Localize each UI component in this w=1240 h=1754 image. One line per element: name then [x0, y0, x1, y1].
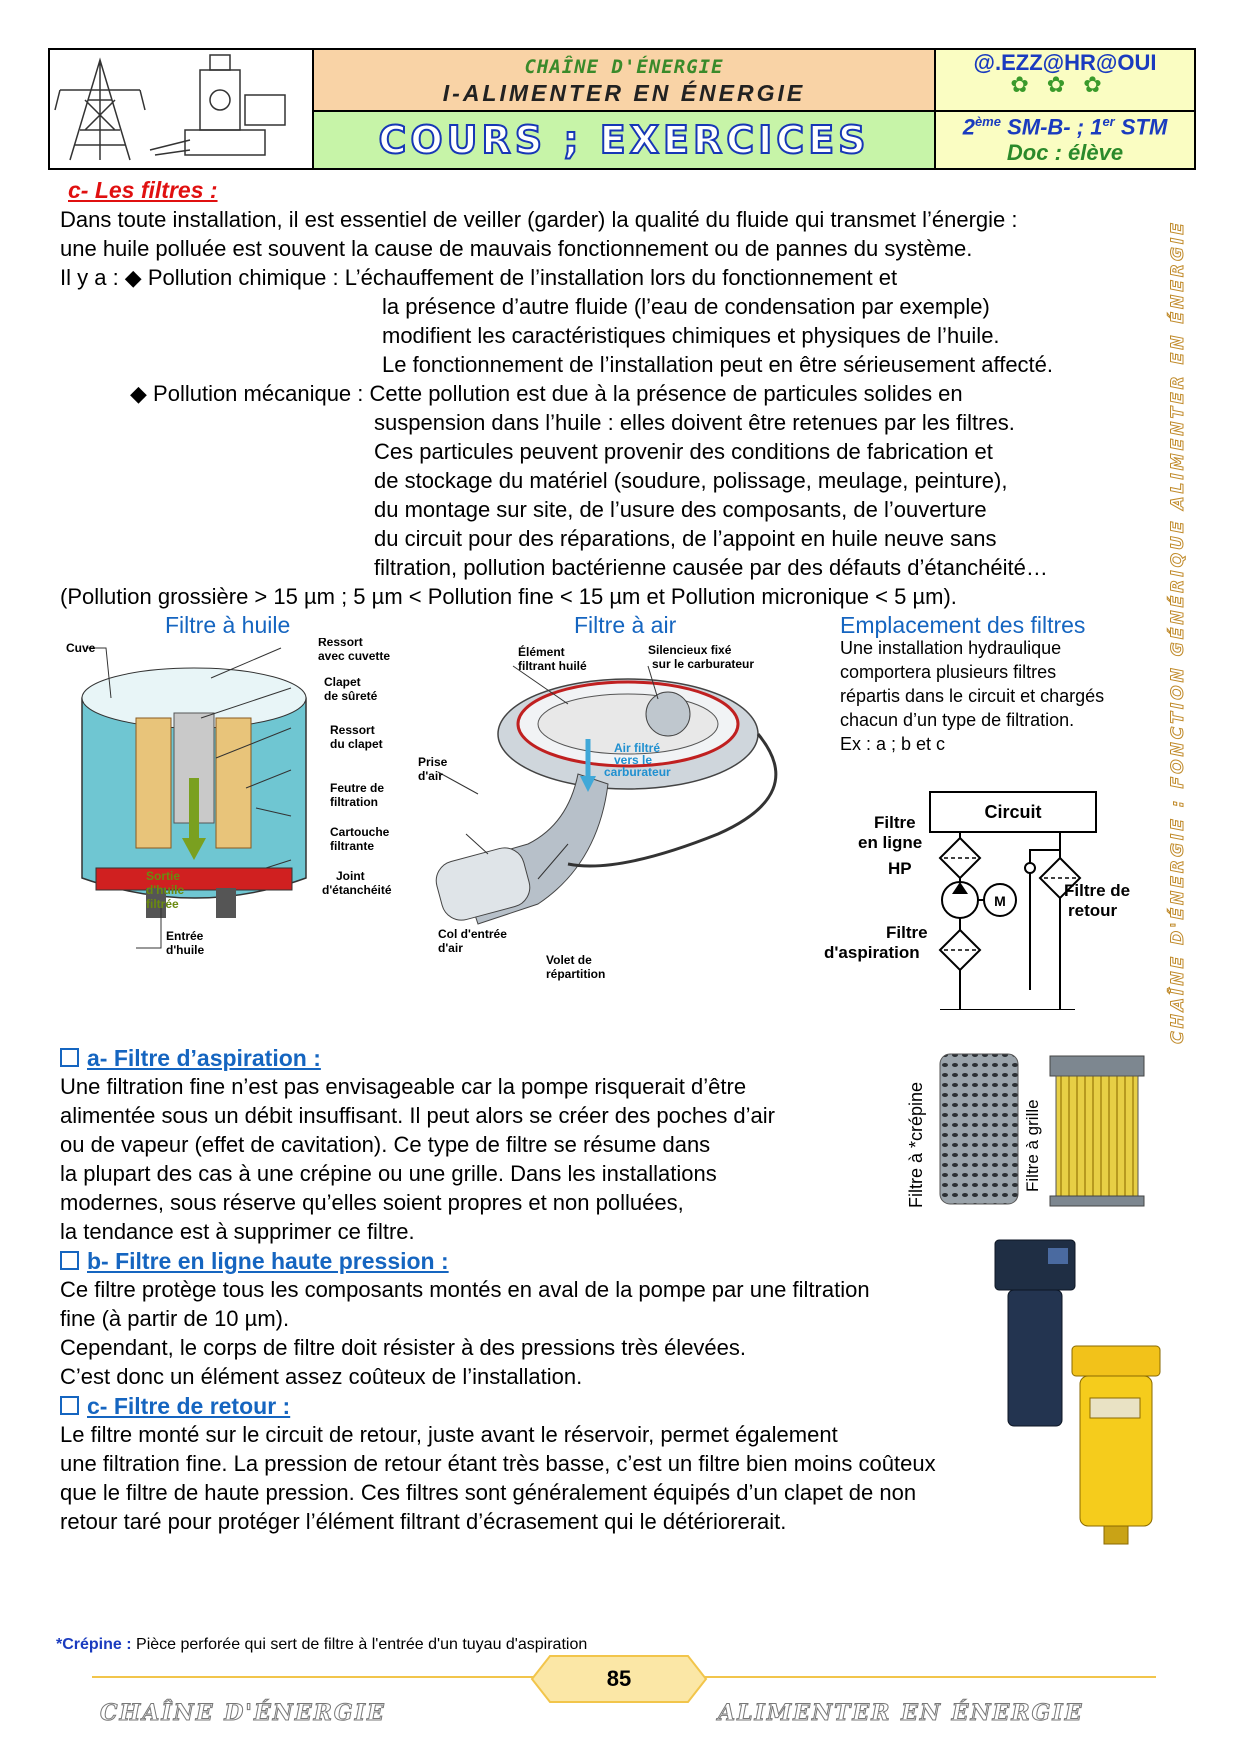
circuit-label-retour: Filtre de	[1064, 881, 1131, 900]
motor-symbol-label: M	[994, 893, 1006, 909]
air-label-air-filtre-2: vers le	[614, 753, 653, 767]
air-label-prise-2: d'air	[418, 769, 443, 783]
sub-a-line-3: ou de vapeur (effet de cavitation). Ce type de filtre se résume dans	[60, 1132, 711, 1157]
return-filter-photo	[1066, 1338, 1166, 1548]
air-label-silencieux: Silencieux fixé	[648, 644, 732, 657]
circuit-label-ligne-3: HP	[888, 859, 912, 878]
section-line-10: de stockage du matériel (soudure, polissage, meulage, peinture),	[374, 468, 1008, 493]
sub-a-line-4: la plupart des cas à une crépine ou une grille. Dans les installations	[60, 1161, 717, 1186]
circuit-label-ligne: Filtre	[874, 813, 916, 832]
footnote: *Crépine : Pièce perforée qui sert de filtre à l'entrée d'un tuyau d'aspiration	[56, 1636, 588, 1653]
air-label-volet: Volet de	[546, 953, 592, 967]
header-cours-title: COURS ; EXERCICES	[378, 118, 870, 162]
section-line-7: ◆ Pollution mécanique : Cette pollution est due à la présence de particules solides en	[130, 381, 963, 406]
crepine-label: Filtre à *crépine	[906, 1081, 926, 1208]
section-title: c- Les filtres :	[68, 177, 218, 203]
oil-label-sortie-2: d'huile	[146, 883, 185, 897]
header-cours-box	[314, 112, 936, 168]
oil-label-feutre: Feutre de	[330, 781, 385, 795]
header-level: 2ème SM-B- ; 1er STM	[962, 114, 1168, 140]
placement-line-4: chacun d’un type de filtration.	[840, 710, 1075, 730]
oil-label-joint-2: d'étanchéité	[322, 883, 392, 897]
oil-label-joint: Joint	[336, 869, 365, 883]
circuit-title: Circuit	[984, 802, 1042, 822]
circuit-label-ligne-2: en ligne	[858, 833, 923, 852]
oil-label-feutre-2: filtration	[330, 795, 378, 809]
page-header	[48, 48, 1196, 170]
oil-label-ressort-cuvette: Ressort	[318, 638, 363, 649]
oil-label-sortie: Sortie	[146, 869, 181, 883]
oil-filter-caption: Filtre à huile	[165, 612, 291, 638]
header-author-box	[936, 50, 1194, 112]
oil-label-ressort-clapet: Ressort	[330, 723, 375, 737]
sub-c-line-3: que le filtre de haute pression. Ces filtres sont généralement équipés d’un clapet de non	[60, 1480, 917, 1505]
circuit-label-aspiration: Filtre	[886, 923, 928, 942]
section-line-8: suspension dans l’huile : elles doivent être retenues par les filtres.	[374, 410, 1015, 435]
sub-b-line-2: fine (à partir de 10 µm).	[60, 1306, 290, 1331]
placement-line-3: répartis dans le circuit et chargés	[840, 686, 1105, 706]
sub-c-line-2: une filtration fine. La pression de retour étant très basse, c’est un filtre bien moins coûteux	[60, 1451, 936, 1476]
placement-line-5: Ex : a ; b et c	[840, 734, 946, 754]
oil-label-cartouche: Cartouche	[330, 825, 390, 839]
section-line-13: filtration, pollution bactérienne causée par des défauts d’étanchéité…	[374, 555, 1048, 580]
oil-filter-illustration	[66, 638, 436, 968]
sub-b-title: b- Filtre en ligne haute pression :	[60, 1247, 449, 1276]
circuit-label-aspiration-2: d'aspiration	[824, 943, 920, 962]
section-line-4: la présence d’autre fluide (l’eau de condensation par exemple)	[382, 294, 990, 319]
sub-b-line-4: C’est donc un élément assez coûteux de l’installation.	[60, 1364, 583, 1389]
placement-line-2: comportera plusieurs filtres	[840, 662, 1057, 682]
sub-a-line-1: Une filtration fine n’est pas envisageable car la pompe risquerait d’être	[60, 1074, 747, 1099]
oil-label-sortie-3: filtrée	[146, 897, 179, 911]
section-line-14: (Pollution grossière > 15 µm ; 5 µm < Pollution fine < 15 µm et Pollution micronique < 5 µm).	[60, 584, 957, 609]
oil-label-entree-2: d'huile	[166, 943, 205, 957]
side-label	[1160, 182, 1196, 1082]
oil-label-clapet-2: de sûreté	[324, 689, 378, 703]
section-line-5: modifient les caractéristiques chimiques et physiques de l’huile.	[382, 323, 1000, 348]
section-line-12: du circuit pour des réparations, de l’appoint en huile neuve sans	[374, 526, 997, 551]
hydraulic-circuit-diagram	[820, 790, 1160, 1010]
header-logo-illustration	[50, 50, 314, 168]
air-label-silencieux-2: sur le carburateur	[652, 657, 755, 671]
air-filter-illustration	[418, 644, 818, 984]
sub-c-line-1: Le filtre monté sur le circuit de retour, juste avant le réservoir, permet également	[60, 1422, 838, 1447]
air-label-volet-2: répartition	[546, 967, 606, 981]
air-label-col: Col d'entrée	[438, 927, 507, 941]
header-subtitle: I-ALIMENTER EN ÉNERGIE	[442, 80, 806, 106]
air-label-air-filtre-3: carburateur	[604, 765, 671, 779]
oil-label-cartouche-2: filtrante	[330, 839, 375, 853]
sub-a-line-5: modernes, sous réserve qu’elles soient propres et non polluées,	[60, 1190, 684, 1215]
header-title-box	[314, 50, 936, 112]
sub-a-line-2: alimentée sous un débit insuffisant. Il peut alors se créer des poches d’air	[60, 1103, 775, 1128]
circuit-label-retour-2: retour	[1068, 901, 1118, 920]
sub-b-line-3: Cependant, le corps de filtre doit résister à des pressions très élevées.	[60, 1335, 747, 1360]
side-label-text: CHAÎNE D'ÉNERGIE : FONCTION GÉNÉRIQUE ALIMENTER EN ÉNERGIE	[1168, 220, 1188, 1044]
oil-label-entree: Entrée	[166, 929, 204, 943]
grille-label: Filtre à grille	[1023, 1099, 1042, 1192]
oil-label-cuve: Cuve	[66, 641, 96, 655]
author-text: @.EZZ@HR@OUI	[973, 50, 1157, 75]
section-line-1: Dans toute installation, il est essentiel de veiller (garder) la qualité du fluide qui transmet l’énergie :	[60, 207, 1018, 232]
header-chain-title: CHAÎNE D'ÉNERGIE	[524, 56, 724, 78]
oil-label-clapet: Clapet	[324, 675, 361, 689]
strainer-photos	[900, 1050, 1150, 1210]
flower-icon: ✿✿✿	[1010, 72, 1120, 97]
section-line-6: Le fonctionnement de l’installation peut en être sérieusement affecté.	[382, 352, 1054, 377]
sub-b-line-1: Ce filtre protège tous les composants montés en aval de la pompe par une filtration	[60, 1277, 870, 1302]
sub-a-line-6: la tendance est à supprimer ce filtre.	[60, 1219, 415, 1244]
page-number: 85	[606, 1666, 632, 1691]
sub-c-line-4: retour taré pour protéger l’élément filtrant d’écrasement qui le détériorerait.	[60, 1509, 787, 1534]
section-line-11: du montage sur site, de l’usure des composants, de l’ouverture	[374, 497, 987, 522]
checkbox-icon	[60, 1048, 79, 1067]
air-label-element-2: filtrant huilé	[518, 659, 587, 673]
section-line-3: Il y a : ◆ Pollution chimique : L’échauffement de l’installation lors du fonctionnement et	[60, 265, 898, 290]
air-label-prise: Prise	[418, 755, 448, 769]
air-label-element: Élément	[518, 645, 565, 659]
footer-right-title: ALIMENTER EN ÉNERGIE	[718, 1700, 1084, 1726]
air-label-col-2: d'air	[438, 941, 463, 955]
header-doc: Doc : élève	[1006, 140, 1124, 166]
oil-label-ressort-clapet-2: du clapet	[330, 737, 383, 751]
sub-c-title: c- Filtre de retour :	[60, 1392, 290, 1421]
air-label-air-filtre: Air filtré	[614, 741, 661, 755]
footer-left-title: CHAÎNE D'ÉNERGIE	[100, 1700, 386, 1726]
oil-label-ressort-cuvette-2: avec cuvette	[318, 649, 391, 663]
section-line-9: Ces particules peuvent provenir des conditions de fabrication et	[374, 439, 993, 464]
pylon-machine-icon	[50, 50, 312, 168]
checkbox-icon	[60, 1251, 79, 1270]
placement-caption: Emplacement des filtres	[840, 612, 1086, 638]
placement-line-1: Une installation hydraulique	[840, 638, 1062, 658]
section-line-2: une huile polluée est souvent la cause de mauvais fonctionnement ou de pannes du système.	[60, 236, 973, 261]
air-filter-caption: Filtre à air	[574, 612, 677, 638]
header-level-box	[936, 112, 1194, 168]
checkbox-icon	[60, 1396, 79, 1415]
sub-a-title: a- Filtre d’aspiration :	[60, 1044, 321, 1073]
